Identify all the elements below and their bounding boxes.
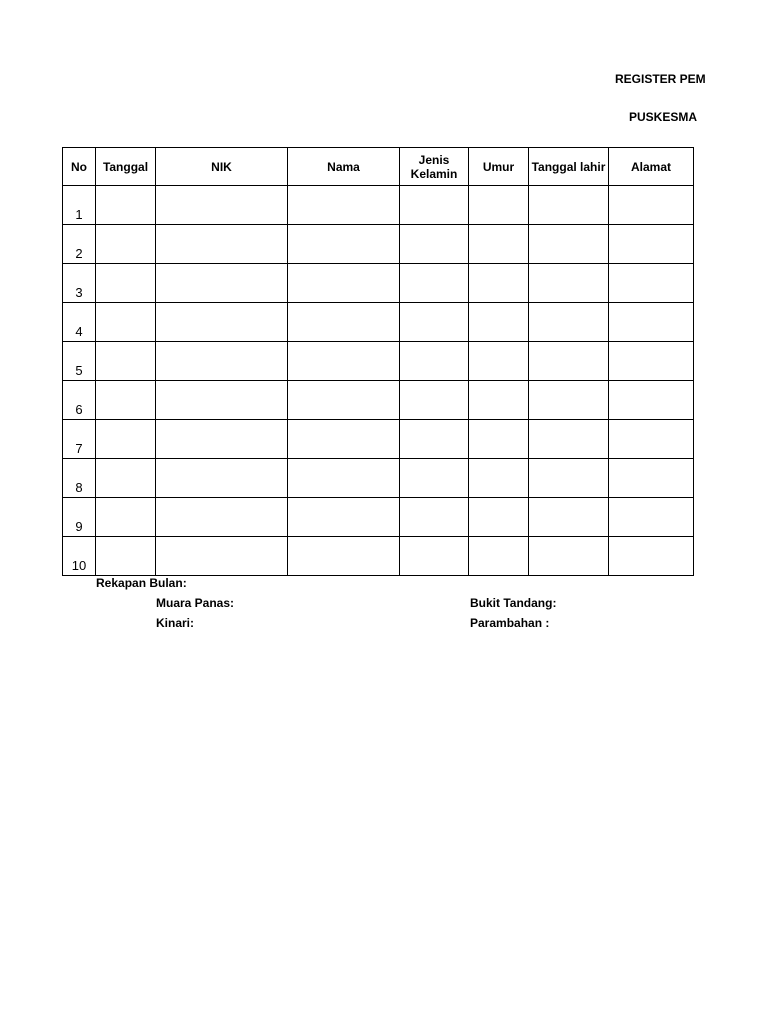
cell-tanggal — [96, 537, 156, 576]
row-number: 8 — [63, 459, 96, 498]
recap-location-muara-panas: Muara Panas: — [156, 596, 235, 610]
cell-umur — [469, 303, 529, 342]
cell-jenis-kelamin — [400, 186, 469, 225]
cell-jenis-kelamin — [400, 459, 469, 498]
cell-tanggal-lahir — [529, 381, 609, 420]
cell-nik — [156, 537, 288, 576]
row-number: 9 — [63, 498, 96, 537]
row-number: 1 — [63, 186, 96, 225]
column-header-jenis-kelamin: Jenis Kelamin — [400, 148, 469, 186]
cell-umur — [469, 342, 529, 381]
cell-tanggal — [96, 264, 156, 303]
cell-nik — [156, 264, 288, 303]
cell-alamat — [609, 420, 694, 459]
cell-tanggal-lahir — [529, 459, 609, 498]
cell-alamat — [609, 381, 694, 420]
table-row — [63, 264, 694, 303]
cell-tanggal-lahir — [529, 225, 609, 264]
row-number: 3 — [63, 264, 96, 303]
cell-umur — [469, 459, 529, 498]
cell-alamat — [609, 342, 694, 381]
cell-alamat — [609, 225, 694, 264]
cell-jenis-kelamin — [400, 381, 469, 420]
cell-alamat — [609, 498, 694, 537]
cell-alamat — [609, 303, 694, 342]
cell-tanggal-lahir — [529, 186, 609, 225]
cell-alamat — [609, 459, 694, 498]
cell-jenis-kelamin — [400, 342, 469, 381]
document-title: REGISTER PEM — [615, 72, 706, 86]
register-table — [62, 147, 694, 576]
cell-nik — [156, 459, 288, 498]
document-subtitle: PUSKESMA — [629, 110, 698, 124]
cell-tanggal-lahir — [529, 303, 609, 342]
recap-title: Rekapan Bulan: — [96, 576, 187, 590]
cell-tanggal — [96, 420, 156, 459]
column-header-tanggal-lahir: Tanggal lahir — [529, 148, 609, 186]
cell-umur — [469, 186, 529, 225]
cell-jenis-kelamin — [400, 303, 469, 342]
cell-tanggal-lahir — [529, 342, 609, 381]
table-row — [63, 459, 694, 498]
cell-nik — [156, 420, 288, 459]
cell-tanggal — [96, 303, 156, 342]
cell-nama — [288, 225, 400, 264]
cell-tanggal-lahir — [529, 420, 609, 459]
cell-tanggal-lahir — [529, 264, 609, 303]
cell-nama — [288, 381, 400, 420]
column-header-nik: NIK — [156, 148, 288, 186]
cell-jenis-kelamin — [400, 420, 469, 459]
row-number: 7 — [63, 420, 96, 459]
row-number: 5 — [63, 342, 96, 381]
cell-jenis-kelamin — [400, 264, 469, 303]
cell-umur — [469, 498, 529, 537]
cell-nama — [288, 459, 400, 498]
cell-nik — [156, 225, 288, 264]
table-header-row — [63, 148, 694, 186]
cell-tanggal — [96, 459, 156, 498]
table-row — [63, 186, 694, 225]
cell-jenis-kelamin — [400, 225, 469, 264]
cell-tanggal — [96, 342, 156, 381]
cell-nama — [288, 342, 400, 381]
cell-nama — [288, 537, 400, 576]
cell-alamat — [609, 264, 694, 303]
cell-tanggal-lahir — [529, 537, 609, 576]
cell-jenis-kelamin — [400, 537, 469, 576]
cell-nama — [288, 303, 400, 342]
column-header-tanggal: Tanggal — [96, 148, 156, 186]
cell-alamat — [609, 537, 694, 576]
cell-nama — [288, 264, 400, 303]
cell-jenis-kelamin — [400, 498, 469, 537]
cell-tanggal — [96, 186, 156, 225]
cell-nik — [156, 186, 288, 225]
table-row — [63, 225, 694, 264]
cell-tanggal-lahir — [529, 498, 609, 537]
column-header-no: No — [63, 148, 96, 186]
cell-umur — [469, 537, 529, 576]
column-header-umur: Umur — [469, 148, 529, 186]
table-row — [63, 420, 694, 459]
cell-umur — [469, 381, 529, 420]
table-row — [63, 498, 694, 537]
cell-tanggal — [96, 381, 156, 420]
row-number: 4 — [63, 303, 96, 342]
column-header-nama: Nama — [288, 148, 400, 186]
cell-umur — [469, 264, 529, 303]
cell-nama — [288, 186, 400, 225]
cell-tanggal — [96, 225, 156, 264]
recap-location-kinari: Kinari: — [156, 616, 195, 630]
cell-nik — [156, 303, 288, 342]
table-row — [63, 303, 694, 342]
cell-alamat — [609, 186, 694, 225]
cell-umur — [469, 225, 529, 264]
cell-nik — [156, 381, 288, 420]
row-number: 10 — [63, 537, 96, 576]
column-header-alamat: Alamat — [609, 148, 694, 186]
table-row — [63, 537, 694, 576]
row-number: 6 — [63, 381, 96, 420]
table-row — [63, 381, 694, 420]
cell-tanggal — [96, 498, 156, 537]
recap-location-bukit-tandang: Bukit Tandang: — [470, 596, 557, 610]
cell-nama — [288, 498, 400, 537]
cell-umur — [469, 420, 529, 459]
table-row — [63, 342, 694, 381]
cell-nama — [288, 420, 400, 459]
cell-nik — [156, 342, 288, 381]
recap-location-parambahan: Parambahan : — [470, 616, 550, 630]
cell-nik — [156, 498, 288, 537]
row-number: 2 — [63, 225, 96, 264]
